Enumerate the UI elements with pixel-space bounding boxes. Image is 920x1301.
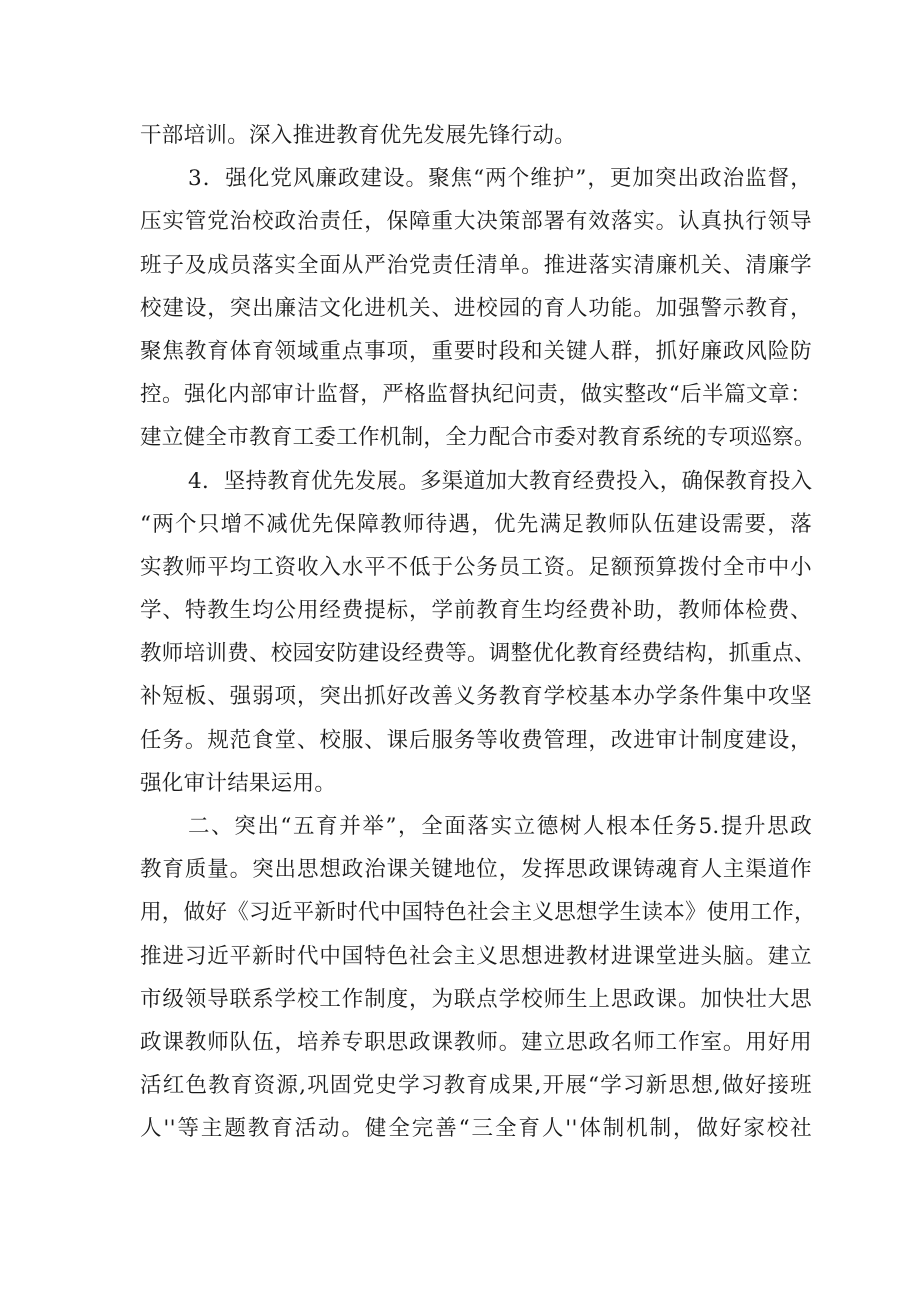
text-line: 控。强化内部审计监督，严格监督执纪问责，做实整改“后半篇文章： bbox=[140, 382, 812, 408]
text-line: 教师培训费、校园安防建设经费等。调整优化教育经费结构，抓重点、 bbox=[140, 641, 816, 667]
text-line: 任务。规范食堂、校服、课后服务等收费管理，改进审计制度建设， bbox=[140, 727, 812, 753]
text-line: 用，做好《习近平新时代中国特色社会主义思想学生读本》使用工作， bbox=[140, 900, 816, 926]
text-line: 3．强化党风廉政建设。聚焦“两个维护”，更加突出政治监督， bbox=[188, 166, 812, 192]
text-line: 班子及成员落实全面从严治党责任清单。推进落实清廉机关、清廉学 bbox=[140, 252, 812, 278]
text-line: 教育质量。突出思想政治课关键地位，发挥思政课铸魂育人主渠道作 bbox=[140, 857, 812, 883]
text-line: 人''等主题教育活动。健全完善“三全育人''体制机制，做好家校社 bbox=[140, 1116, 812, 1142]
text-line: 校建设，突出廉洁文化进机关、进校园的育人功能。加强警示教育， bbox=[140, 295, 812, 321]
text-line: 市级领导联系学校工作制度，为联点学校师生上思政课。加快壮大思 bbox=[140, 986, 812, 1012]
text-line: 实教师平均工资收入水平不低于公务员工资。足额预算拨付全市中小 bbox=[140, 554, 812, 580]
text-line: 4．坚持教育优先发展。多渠道加大教育经费投入，确保教育投入 bbox=[188, 468, 813, 494]
text-line: 二、突出“五育并举”，全面落实立德树人根本任务5.提升思政 bbox=[188, 814, 812, 839]
text-line: 学、特教生均公用经费提标，学前教育生均经费补助，教师体检费、 bbox=[140, 598, 812, 624]
document-body bbox=[140, 114, 816, 1151]
text-line: 压实管党治校政治责任，保障重大决策部署有效落实。认真执行领导 bbox=[140, 209, 812, 235]
text-line: 补短板、强弱项，突出抓好改善义务教育学校基本办学条件集中攻坚 bbox=[140, 684, 812, 710]
text-line: 建立健全市教育工委工作机制，全力配合市委对教育系统的专项巡察。 bbox=[140, 425, 816, 451]
text-line: 聚焦教育体育领域重点事项，重要时段和关键人群，抓好廉政风险防 bbox=[140, 338, 812, 364]
text-line: 强化审计结果运用。 bbox=[140, 770, 337, 796]
text-line: 干部培训。深入推进教育优先发展先锋行动。 bbox=[140, 123, 577, 148]
text-line: 推进习近平新时代中国特色社会主义思想进教材进课堂进头脑。建立 bbox=[140, 943, 812, 969]
text-line: 政课教师队伍，培养专职思政课教师。建立思政名师工作室。用好用 bbox=[140, 1029, 812, 1055]
text-line: “两个只增不减优先保障教师待遇，优先满足教师队伍建设需要，落 bbox=[140, 511, 812, 537]
text-line: 活红色教育资源,巩固党史学习教育成果,开展“学习新思想,做好接班 bbox=[140, 1073, 812, 1099]
